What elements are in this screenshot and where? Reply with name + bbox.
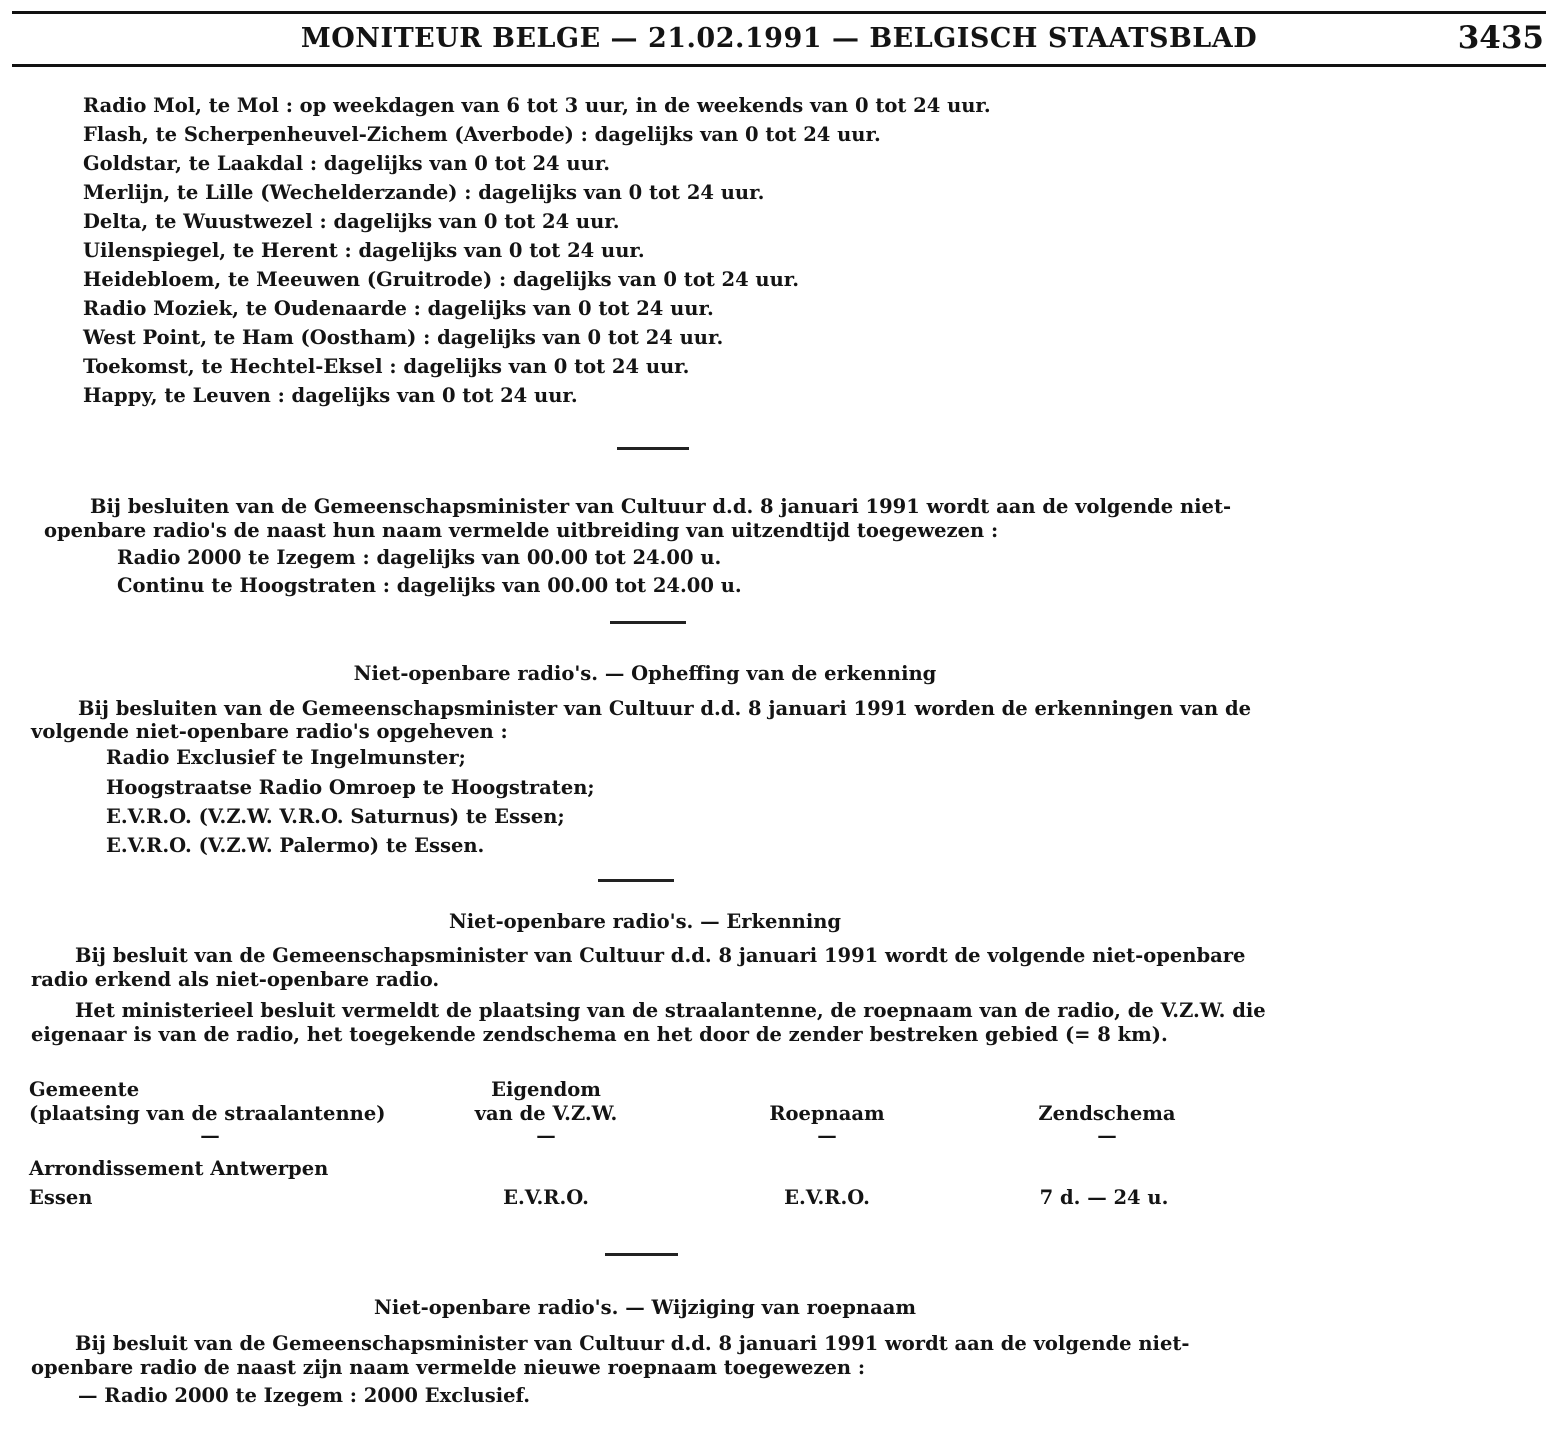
table-header-roepnaam: Roepnaam [769, 1102, 885, 1125]
schedule-item: West Point, te Ham (Oostham) : dagelijks van 0 tot 24 uur. [83, 326, 724, 349]
page-header-title: MONITEUR BELGE — 21.02.1991 — BELGISCH STAATSBLAD [300, 23, 1258, 54]
schedule-item: Goldstar, te Laakdal : dagelijks van 0 tot 24 uur. [83, 152, 611, 175]
schedule-item: Uilenspiegel, te Herent : dagelijks van 0 tot 24 uur. [83, 239, 645, 262]
extension-item: Radio 2000 te Izegem : dagelijks van 00.00 tot 24.00 u. [117, 546, 722, 569]
table-header-eigendom-sub: van de V.Z.W. [474, 1102, 618, 1125]
schedule-item: Happy, te Leuven : dagelijks van 0 tot 24 uur. [83, 384, 578, 407]
schedule-item: Heidebloem, te Meeuwen (Gruitrode) : dagelijks van 0 tot 24 uur. [83, 268, 800, 291]
table-header-dash: — [200, 1124, 220, 1147]
section-separator [598, 879, 674, 882]
rename-heading: Niet-openbare radio's. — Wijziging van roepnaam [374, 1296, 916, 1319]
schedule-item: Toekomst, te Hechtel-Eksel : dagelijks van 0 tot 24 uur. [83, 355, 690, 378]
schedule-item: Merlijn, te Lille (Wechelderzande) : dagelijks van 0 tot 24 uur. [83, 181, 765, 204]
table-header-eigendom: Eigendom [491, 1078, 601, 1101]
recognition-heading: Niet-openbare radio's. — Erkenning [448, 910, 842, 933]
table-header-dash: — [536, 1124, 556, 1147]
revocation-paragraph-line: volgende niet-openbare radio's opgeheven : [31, 720, 508, 743]
recognition-paragraph-line: radio erkend als niet-openbare radio. [31, 968, 440, 991]
table-cell-zendschema: 7 d. — 24 u. [1039, 1186, 1169, 1209]
section-separator [610, 621, 686, 624]
table-header-gemeente: Gemeente [29, 1078, 140, 1101]
revocation-item: Hoogstraatse Radio Omroep te Hoogstraten; [106, 776, 595, 799]
revocation-item: E.V.R.O. (V.Z.W. V.R.O. Saturnus) te Essen; [106, 805, 565, 828]
table-group-label: Arrondissement Antwerpen [29, 1157, 329, 1180]
table-header-dash: — [1097, 1124, 1117, 1147]
table-header-dash: — [817, 1124, 837, 1147]
table-cell-roepnaam: E.V.R.O. [784, 1186, 870, 1209]
header-rule-top [12, 11, 1546, 14]
table-header-zendschema: Zendschema [1038, 1102, 1176, 1125]
extension-paragraph-line: Bij besluiten van de Gemeenschapsminister van Cultuur d.d. 8 januari 1991 wordt aan de volgende niet- [90, 495, 1232, 518]
revocation-item: E.V.R.O. (V.Z.W. Palermo) te Essen. [106, 834, 485, 857]
table-cell-gemeente: Essen [29, 1186, 93, 1209]
recognition-paragraph-line: eigenaar is van de radio, het toegekende zendschema en het door de zender bestreken gebied (= 8 km). [31, 1023, 1168, 1046]
rename-item: — Radio 2000 te Izegem : 2000 Exclusief. [78, 1384, 531, 1407]
table-cell-eigendom: E.V.R.O. [503, 1186, 589, 1209]
schedule-item: Flash, te Scherpenheuvel-Zichem (Averbode) : dagelijks van 0 tot 24 uur. [83, 123, 881, 146]
revocation-item: Radio Exclusief te Ingelmunster; [106, 746, 466, 769]
extension-paragraph-line: openbare radio's de naast hun naam vermelde uitbreiding van uitzendtijd toegewezen : [44, 519, 999, 542]
rename-paragraph-line: Bij besluit van de Gemeenschapsminister van Cultuur d.d. 8 januari 1991 wordt aan de volgende niet- [75, 1332, 1190, 1355]
schedule-item: Radio Moziek, te Oudenaarde : dagelijks van 0 tot 24 uur. [83, 297, 714, 320]
rename-paragraph-line: openbare radio de naast zijn naam vermelde nieuwe roepnaam toegewezen : [31, 1356, 866, 1379]
section-separator [617, 447, 689, 450]
schedule-item: Radio Mol, te Mol : op weekdagen van 6 tot 3 uur, in de weekends van 0 tot 24 uur. [83, 94, 991, 117]
recognition-paragraph-line: Bij besluit van de Gemeenschapsminister van Cultuur d.d. 8 januari 1991 wordt de volgende niet-openbare [75, 944, 1246, 967]
revocation-heading: Niet-openbare radio's. — Opheffing van de erkenning [353, 662, 937, 685]
schedule-item: Delta, te Wuustwezel : dagelijks van 0 tot 24 uur. [83, 210, 620, 233]
table-header-gemeente-sub: (plaatsing van de straalantenne) [29, 1102, 386, 1125]
recognition-paragraph-line: Het ministerieel besluit vermeldt de plaatsing van de straalantenne, de roepnaam van de radio, de V.Z.W. die [75, 999, 1266, 1022]
header-rule-bottom [12, 64, 1546, 67]
revocation-paragraph-line: Bij besluiten van de Gemeenschapsminister van Cultuur d.d. 8 januari 1991 worden de erkenningen van de [78, 697, 1252, 720]
section-separator [605, 1253, 678, 1256]
extension-item: Continu te Hoogstraten : dagelijks van 00.00 tot 24.00 u. [117, 574, 742, 597]
page-number: 3435 [1457, 20, 1544, 56]
